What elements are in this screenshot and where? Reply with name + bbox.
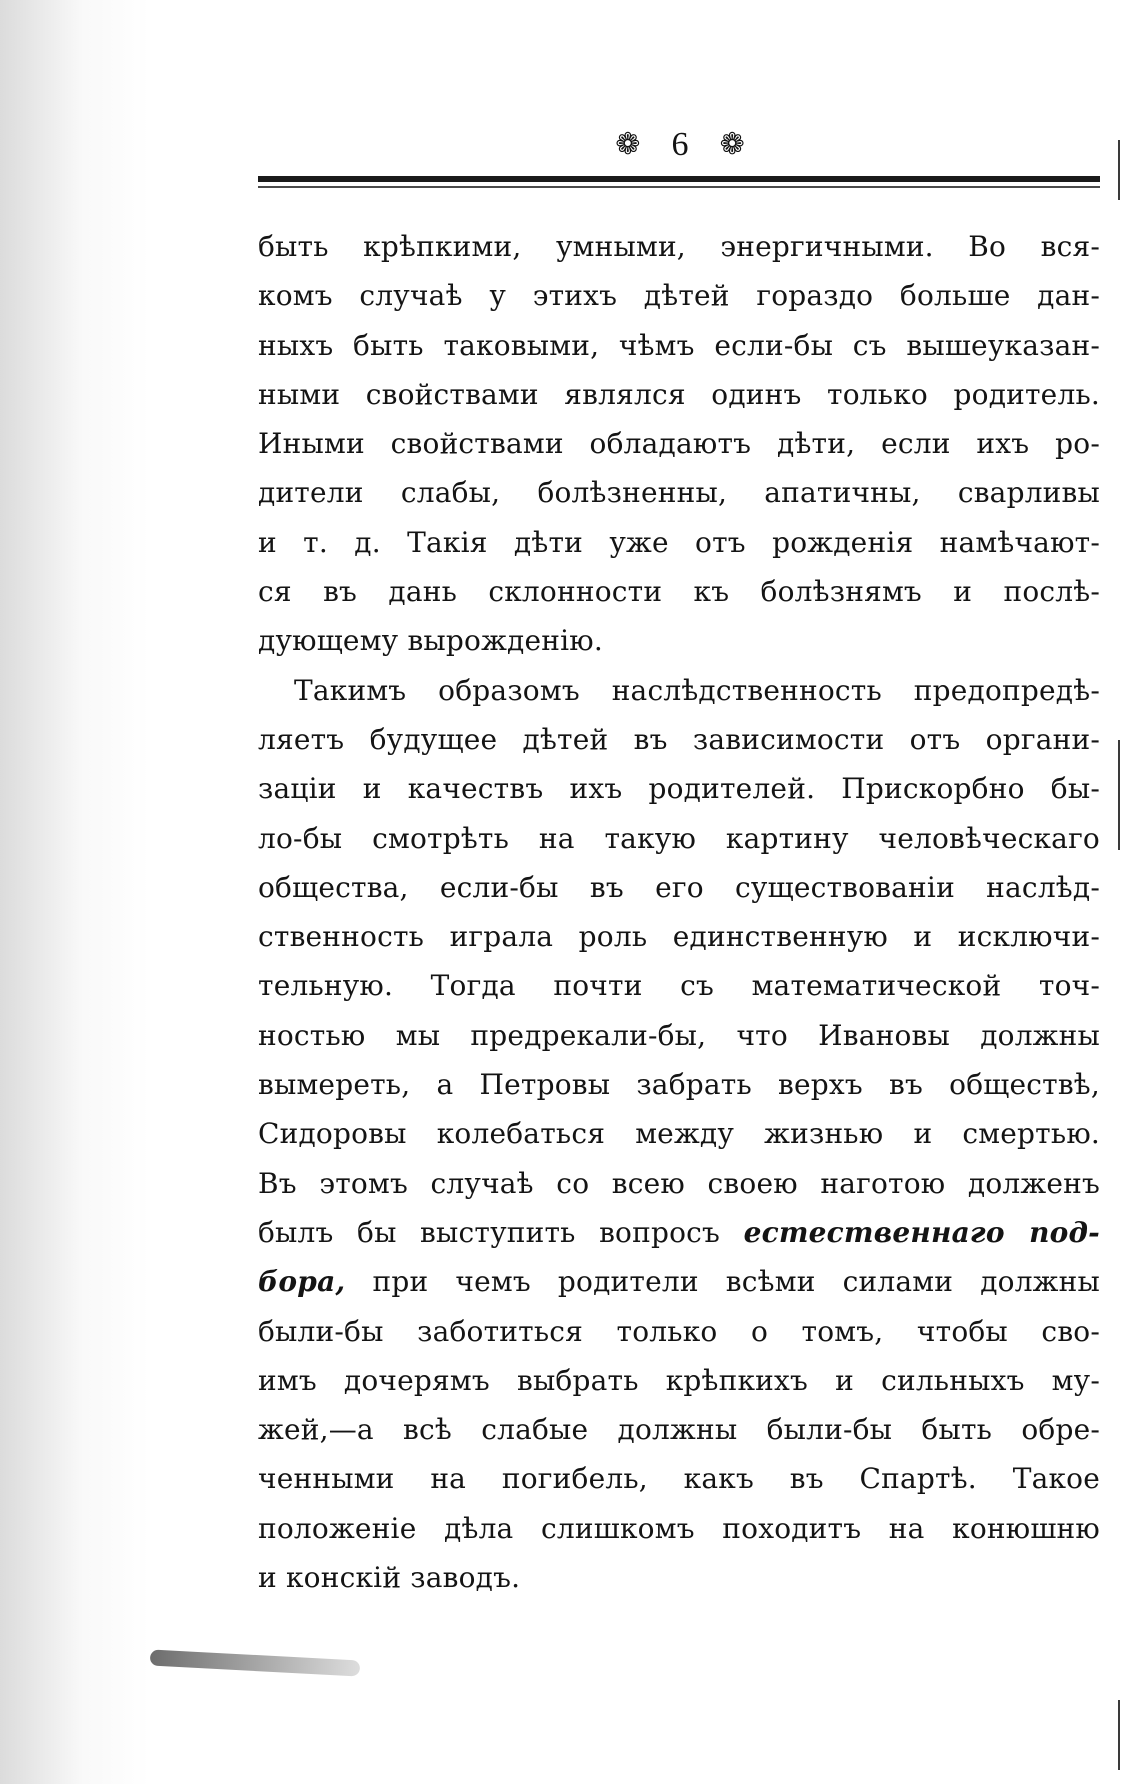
text-line: заціи и качествъ ихъ родителей. Прискорбно бы- <box>258 772 1100 806</box>
text-line: вымереть, а Петровы забрать верхъ въ обществѣ, <box>258 1068 1100 1102</box>
text-line: Сидоровы колебаться между жизнью и смертью. <box>258 1117 1100 1151</box>
body-text <box>258 222 1100 1602</box>
text-fragment: былъ бы выступить вопросъ <box>258 1215 721 1249</box>
text-line: ныхъ быть таковыми, чѣмъ если-бы съ вышеуказан- <box>258 328 1100 362</box>
text-line: ляетъ будущее дѣтей въ зависимости отъ органи- <box>258 722 1100 756</box>
text-line: дители слабы, болѣзненны, апатичны, сварливы <box>258 476 1100 510</box>
text-line <box>258 1257 1100 1306</box>
text-line: Въ этомъ случаѣ со всею своею наготою долженъ <box>258 1166 1100 1200</box>
text-line: общества, если-бы въ его существованіи наслѣд- <box>258 870 1100 904</box>
text-line: ственность играла роль единственную и исключи- <box>258 920 1100 954</box>
page-edge-mark <box>1118 740 1120 850</box>
scan-left-margin-shadow <box>0 0 150 1784</box>
text-line: Иными свойствами обладаютъ дѣти, если ихъ ро- <box>258 427 1100 461</box>
running-header <box>260 128 1100 168</box>
text-line: и т. д. Такія дѣти уже отъ рожденія намѣчают- <box>258 525 1100 559</box>
header-rule <box>258 176 1100 182</box>
text-line: ся въ дань склонности къ болѣзнямъ и послѣ- <box>258 575 1100 609</box>
text-line: и конскій заводъ. <box>258 1561 521 1595</box>
text-line: быть крѣпкими, умными, энергичными. Во вся- <box>258 230 1100 263</box>
header-rule-thin <box>258 186 1100 188</box>
ornament-left-icon: ❁ <box>615 127 641 162</box>
text-line <box>258 1208 1100 1257</box>
ornament-right-icon: ❁ <box>719 127 745 162</box>
text-fragment: при чемъ родители всѣми силами должны <box>372 1265 1100 1299</box>
text-line: были-бы заботиться только о томъ, чтобы сво- <box>258 1314 1100 1348</box>
text-line: дующему вырожденію. <box>258 624 603 658</box>
text-line: жей,—а всѣ слабые должны были-бы быть обре- <box>258 1413 1100 1447</box>
text-line: имъ дочерямъ выбрать крѣпкихъ и сильныхъ му- <box>258 1363 1100 1397</box>
page-edge-mark <box>1118 140 1120 200</box>
scan-streak-mark <box>150 1650 361 1677</box>
text-line: ностью мы предрекали-бы, что Ивановы должны <box>258 1018 1100 1052</box>
page-edge-mark <box>1118 1700 1120 1770</box>
text-line: комъ случаѣ у этихъ дѣтей гораздо больше дан- <box>258 279 1100 313</box>
text-line: ченными на погибель, какъ въ Спартѣ. Такое <box>258 1462 1100 1496</box>
italic-term: бора, <box>258 1265 346 1299</box>
text-line: Такимъ образомъ наслѣдственность предопредѣ- <box>294 673 1100 707</box>
text-line: тельную. Тогда почти съ математической точ- <box>258 969 1100 1003</box>
text-line: положеніе дѣла слишкомъ походитъ на конюшню <box>258 1511 1100 1545</box>
text-line: ло-бы смотрѣть на такую картину человѣческаго <box>258 821 1100 855</box>
text-line: ными свойствами являлся одинъ только родитель. <box>258 377 1100 411</box>
italic-term: естественнаго под- <box>743 1215 1100 1249</box>
page-number: 6 <box>671 126 689 163</box>
